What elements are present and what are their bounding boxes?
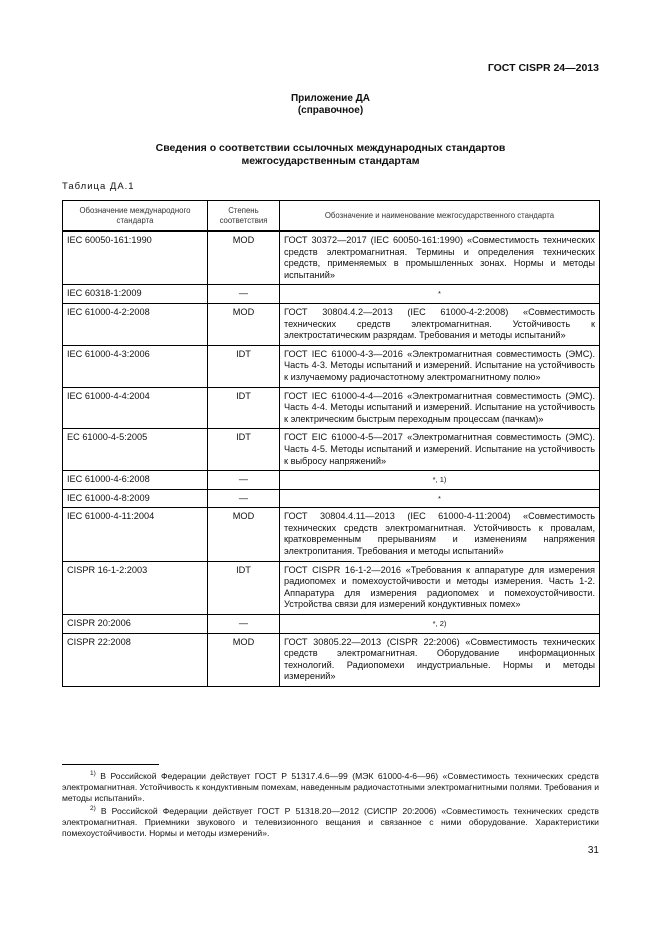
column-header-degree: Степень соответствия bbox=[208, 201, 280, 232]
footnote-text: В Российской Федерации действует ГОСТ Р 51318.20—2012 (СИСПР 20:2006) «Совместимость технических средств электромагнитная. Приемники звукового и телевизионного вещания и связанное с ними оборудование. Характеристики помехоустойчивости. Нормы и методы измерений». bbox=[62, 805, 599, 838]
footnote-text: В Российской Федерации действует ГОСТ Р 51317.4.6—99 (МЭК 61000-4-6—96) «Совместимость технических средств электромагнитная. Устойчивость к кондуктивным помехам, наведенным радиочастотными электромагнитными полями. Требования и методы испытаний». bbox=[62, 770, 599, 803]
standard-cell: CISPR 20:2006 bbox=[63, 615, 208, 634]
degree-cell: — bbox=[208, 615, 280, 634]
degree-cell: MOD bbox=[208, 231, 280, 285]
table-header-row bbox=[63, 201, 600, 232]
description-cell: ГОСТ 30372—2017 (IEC 60050-161:1990) «Совместимость технических средств электромагнитная. Термины и определения технических средств, применяемых в промышленных зонах. Нормы и методы испытаний» bbox=[280, 231, 600, 285]
standard-cell: CISPR 22:2008 bbox=[63, 633, 208, 686]
description-cell: ГОСТ 30804.4.2—2013 (IEC 61000-4-2:2008) «Совместимость технических средств электромагнитная. Устойчивость к электростатическим разрядам. Требования и методы испытаний» bbox=[280, 303, 600, 345]
footnote-2 bbox=[62, 803, 599, 839]
table-row bbox=[63, 633, 600, 686]
table-row bbox=[63, 615, 600, 634]
degree-cell: — bbox=[208, 285, 280, 304]
table-row bbox=[63, 303, 600, 345]
degree-cell: MOD bbox=[208, 633, 280, 686]
standard-cell: IEC 61000-4-11:2004 bbox=[63, 508, 208, 561]
table-row bbox=[63, 285, 600, 304]
description-cell: ГОСТ IEC 61000-4-4—2016 «Электромагнитная совместимость (ЭМС). Часть 4-4. Методы испытаний и измерений. Испытание на устойчивость к электрическим быстрым переходным процессам (пачкам)» bbox=[280, 387, 600, 429]
degree-cell: IDT bbox=[208, 387, 280, 429]
table-row bbox=[63, 429, 600, 471]
section-title bbox=[0, 142, 661, 168]
table-row bbox=[63, 561, 600, 614]
appendix-subtitle: (справочное) bbox=[297, 105, 364, 116]
table-row bbox=[63, 471, 600, 490]
column-header-standard: Обозначение международного стандарта bbox=[63, 201, 208, 232]
standard-cell: IEC 61000-4-2:2008 bbox=[63, 303, 208, 345]
degree-cell: MOD bbox=[208, 508, 280, 561]
section-title-line-1: Сведения о соответствии ссылочных международных стандартов bbox=[155, 142, 506, 154]
table-label: Таблица ДА.1 bbox=[62, 181, 135, 192]
appendix-heading bbox=[0, 93, 661, 117]
footnote-mark: 2) bbox=[90, 805, 96, 812]
appendix-title: Приложение ДА bbox=[290, 93, 371, 104]
standard-cell: IEC 61000-4-8:2009 bbox=[63, 489, 208, 508]
description-cell: *, 2) bbox=[280, 615, 600, 634]
standard-cell: IEC 61000-4-6:2008 bbox=[63, 471, 208, 490]
page-number: 31 bbox=[587, 845, 599, 856]
table-row bbox=[63, 231, 600, 285]
degree-cell: IDT bbox=[208, 561, 280, 614]
standard-cell: IEC 60318-1:2009 bbox=[63, 285, 208, 304]
footnote-mark: 1) bbox=[90, 770, 96, 777]
description-cell: ГОСТ 30805.22—2013 (CISPR 22:2006) «Совместимость технических средств электромагнитная. Оборудование информационных технологий. Радиопомехи индустриальные. Нормы и методы измерений» bbox=[280, 633, 600, 686]
document-code: ГОСТ CISPR 24—2013 bbox=[487, 62, 599, 74]
description-cell: ГОСТ EIC 61000-4-5—2017 «Электромагнитная совместимость (ЭМС). Часть 4-5. Методы испытаний и измерений. Испытание на устойчивость к выбросу напряжений» bbox=[280, 429, 600, 471]
table-row bbox=[63, 489, 600, 508]
description-cell: ГОСТ CISPR 16-1-2—2016 «Требования к аппаратуре для измерения радиопомех и помехоустойчивости и методы измерения. Часть 1-2. Аппаратура для измерения радиопомех и помехоустойчивости. Устройства связи для измерений кондуктивных помех» bbox=[280, 561, 600, 614]
degree-cell: — bbox=[208, 471, 280, 490]
footnote-1 bbox=[62, 768, 599, 804]
table-row bbox=[63, 345, 600, 387]
description-cell: *, 1) bbox=[280, 471, 600, 490]
degree-cell: — bbox=[208, 489, 280, 508]
standard-cell: EC 61000-4-5:2005 bbox=[63, 429, 208, 471]
degree-cell: IDT bbox=[208, 429, 280, 471]
standard-cell: IEC 61000-4-3:2006 bbox=[63, 345, 208, 387]
degree-cell: MOD bbox=[208, 303, 280, 345]
degree-cell: IDT bbox=[208, 345, 280, 387]
column-header-description: Обозначение и наименование межгосударственного стандарта bbox=[280, 201, 600, 232]
description-cell: ГОСТ 30804.4.11—2013 (IEC 61000-4-11:2004) «Совместимость технических средств электромагнитная. Устойчивость к провалам, кратковременным прерываниям и изменениям напряжения электропитания. Требования и методы испытаний» bbox=[280, 508, 600, 561]
standard-cell: IEC 60050-161:1990 bbox=[63, 231, 208, 285]
standard-cell: IEC 61000-4-4:2004 bbox=[63, 387, 208, 429]
footnote-separator bbox=[62, 764, 159, 765]
table-row bbox=[63, 508, 600, 561]
description-cell: * bbox=[280, 489, 600, 508]
description-cell: ГОСТ IEC 61000-4-3—2016 «Электромагнитная совместимость (ЭМС). Часть 4-3. Методы испытаний и измерений. Испытание на устойчивость к излучаемому радиочастотному электромагнитному полю» bbox=[280, 345, 600, 387]
section-title-line-2: межгосударственным стандартам bbox=[241, 155, 420, 167]
correspondence-table bbox=[62, 200, 600, 687]
table-row bbox=[63, 387, 600, 429]
description-cell: * bbox=[280, 285, 600, 304]
standard-cell: CISPR 16-1-2:2003 bbox=[63, 561, 208, 614]
